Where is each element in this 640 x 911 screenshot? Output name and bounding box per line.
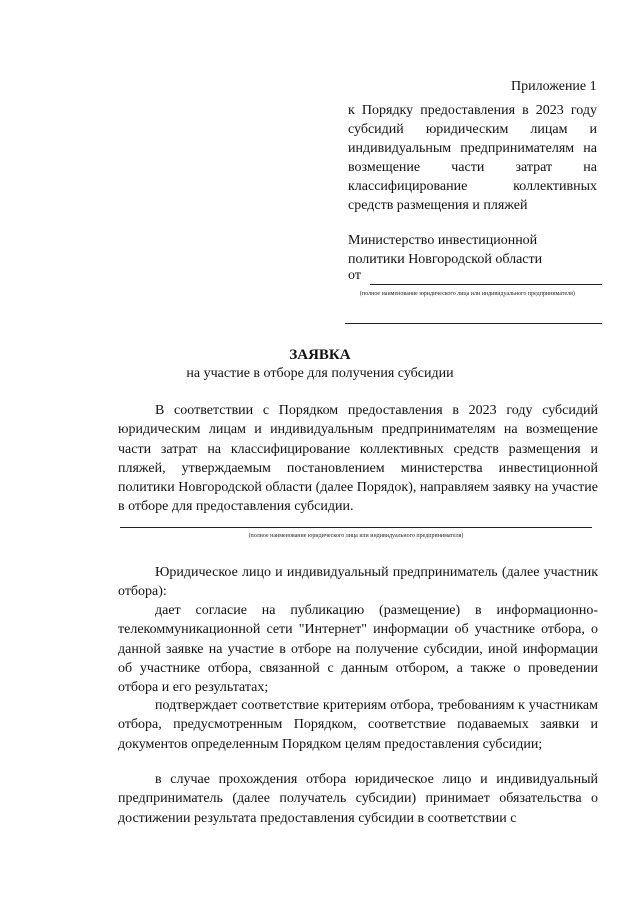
consent-paragraph: дает согласие на публикацию (размещение) в информационно-телекоммуникационной сети "Интернет" информации об участнике отбора, о данной заявке на участие в отборе на получение субсидии, иной информации об участнике отбора, связанной с данным отбором, а также о проведении отбора и его результатах; (118, 603, 598, 696)
addressee-line-1: Министерство инвестиционной (348, 233, 538, 248)
document-title: ЗАЯВКА (289, 347, 351, 363)
obligation-paragraph: в случае прохождения отбора юридическое лицо и индивидуальный предприниматель (далее получатель субсидии) принимает обязательства о достижении результата предоставления субсидии в соответствии с (118, 772, 598, 826)
appendix-label: Приложение 1 (511, 79, 597, 94)
second-fill-line (345, 323, 602, 324)
from-label: от (348, 268, 361, 283)
participant-paragraph: Юридическое лицо и индивидуальный предприниматель (далее участник отбора): (118, 565, 598, 600)
name-fill-line (120, 527, 592, 528)
document-subtitle: на участие в отборе для получения субсидии (186, 366, 454, 381)
from-fill-line (370, 284, 602, 285)
intro-paragraph: В соответствии с Порядком предоставления в 2023 году субсидий юридическим лицам и индивидуальным предпринимателям на возмещение части затрат на классифицирование коллективных средств размещения и пляжей, утверждаемым постановлением министерства инвестиционной политики Новгородской области (далее Порядок), направляем заявку на участие в отборе для предоставления субсидии. (118, 403, 598, 515)
addressee-block (348, 231, 600, 269)
appendix-text: к Порядку предоставления в 2023 году субсидий юридическим лицам и индивидуальным предпринимателям на возмещение части затрат на классифицирование коллективных средств размещения и пляжей (348, 103, 597, 213)
addressee-line-2: политики Новгородской области (348, 252, 543, 267)
name-note: (полное наименование юридического лица или индивидуального предпринимателя) (248, 533, 464, 539)
confirms-paragraph: подтверждает соответствие критериям отбора, требованиям к участникам отбора, предусмотренным Порядком, соответствие подаваемых заявки и документов определенным Порядком целям предоставления субсидии; (118, 698, 598, 752)
from-note: (полное наименование юридического лица или индивидуального предпринимателя) (360, 291, 575, 297)
